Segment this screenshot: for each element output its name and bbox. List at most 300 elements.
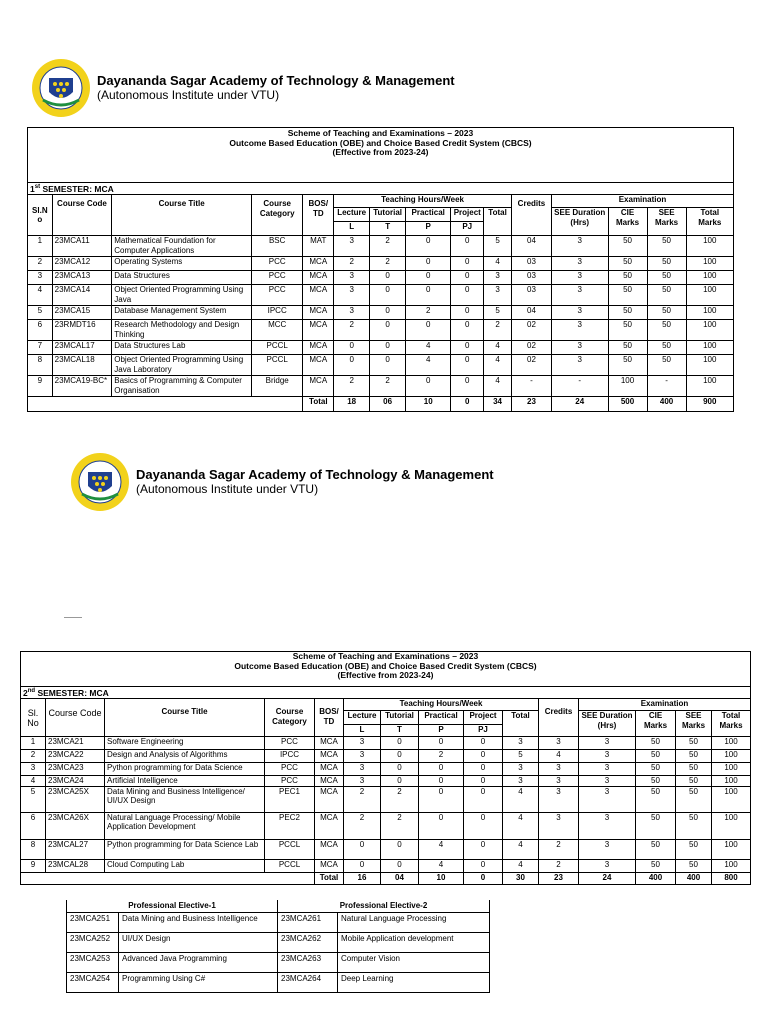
table-cell: 0 — [451, 320, 484, 341]
table-cell: 50 — [676, 737, 712, 750]
table-cell: 2 — [539, 839, 579, 859]
table-cell: 23MCA14 — [52, 285, 112, 306]
elective-row — [67, 932, 490, 952]
elective-cell: Mobile Application development — [338, 932, 490, 952]
table-cell: 3 — [484, 271, 512, 285]
table-cell: 0 — [451, 271, 484, 285]
table-cell: 3 — [579, 737, 636, 750]
table-cell: 3 — [579, 776, 636, 787]
table-cell: 50 — [676, 812, 712, 839]
total-cell: 500 — [608, 397, 647, 412]
table-cell: 23MCAL28 — [46, 859, 105, 872]
elective-cell: Computer Vision — [338, 952, 490, 972]
table-cell: 23MCAL18 — [52, 355, 112, 376]
table-cell: MCA — [303, 306, 334, 320]
pj-header: PJ — [451, 222, 484, 236]
tutorial-header: Tutorial — [381, 711, 419, 725]
table-cell: Cloud Computing Lab — [105, 859, 265, 872]
table-cell: 50 — [647, 355, 686, 376]
table-cell: 3 — [334, 306, 370, 320]
table-cell: 0 — [464, 750, 503, 763]
table-cell: Natural Language Processing/ Mobile Application Development — [105, 812, 265, 839]
table-cell: 3 — [539, 776, 579, 787]
table-cell: PCCL — [252, 341, 303, 355]
examination-header: Examination — [551, 195, 733, 208]
table-cell: 100 — [712, 859, 751, 872]
total-cell: 900 — [686, 397, 733, 412]
table-cell: 3 — [551, 236, 608, 257]
table-cell: 2 — [370, 236, 406, 257]
institute-logo-icon — [70, 452, 130, 512]
table-cell: 0 — [464, 737, 503, 750]
table-cell: MCA — [315, 839, 344, 859]
table-cell: 3 — [539, 763, 579, 776]
table-cell: 0 — [451, 236, 484, 257]
table-cell: 9 — [21, 859, 46, 872]
table-cell: 0 — [334, 355, 370, 376]
table-cell: 0 — [334, 341, 370, 355]
table-cell: 4 — [419, 839, 464, 859]
total-cell: 0 — [464, 872, 503, 884]
table-cell: 3 — [21, 763, 46, 776]
table-cell: PCCL — [265, 839, 315, 859]
table-row — [28, 236, 734, 257]
table-cell: MCA — [315, 776, 344, 787]
table-cell: 4 — [503, 839, 539, 859]
table-cell: 23MCA25X — [46, 786, 105, 812]
course-code-header: Course Code — [46, 699, 105, 737]
bos-header: BOS/ TD — [303, 195, 334, 236]
table-cell: 2 — [381, 786, 419, 812]
table-cell: 02 — [511, 320, 551, 341]
table-cell: MCA — [315, 786, 344, 812]
table-cell: MCA — [303, 341, 334, 355]
elective-cell: Programming Using C# — [119, 972, 278, 992]
institute-name: Dayananda Sagar Academy of Technology & Management — [136, 467, 494, 482]
table-cell: 23MCA22 — [46, 750, 105, 763]
practical-header: Practical — [419, 711, 464, 725]
total-cell: 10 — [419, 872, 464, 884]
elective-cell: Natural Language Processing — [338, 912, 490, 932]
table-cell: 0 — [406, 320, 451, 341]
table-row — [28, 285, 734, 306]
table-row — [28, 271, 734, 285]
course-category-header: Course Category — [265, 699, 315, 737]
table-cell: 5 — [21, 786, 46, 812]
table-cell: PEC2 — [265, 812, 315, 839]
table-cell: Database Management System — [112, 306, 252, 320]
table-cell: Data Structures Lab — [112, 341, 252, 355]
credits-header: Credits — [539, 699, 579, 737]
table-row — [21, 776, 751, 787]
table-cell: 23MCA13 — [52, 271, 112, 285]
total-marks-header: Total Marks — [712, 711, 751, 737]
elective-row — [67, 972, 490, 992]
table-cell: MCC — [252, 320, 303, 341]
table-cell: 6 — [28, 320, 53, 341]
elective-cell: Data Mining and Business Intelligence — [119, 912, 278, 932]
total-cell: 23 — [511, 397, 551, 412]
table-cell: 4 — [484, 341, 512, 355]
table-cell: 50 — [636, 750, 676, 763]
table-cell: PCC — [265, 763, 315, 776]
table-cell: 4 — [406, 355, 451, 376]
table-row — [28, 257, 734, 271]
table-cell: 3 — [579, 750, 636, 763]
table-cell: 5 — [484, 236, 512, 257]
table-cell: MCA — [303, 376, 334, 397]
table-cell: Basics of Programming & Computer Organisation — [112, 376, 252, 397]
total-cell: 34 — [484, 397, 512, 412]
elective-cell: 23MCA254 — [67, 972, 119, 992]
elective-1-header: Professional Elective-1 — [67, 900, 278, 912]
table-cell: 2 — [334, 320, 370, 341]
table-cell: MCA — [315, 812, 344, 839]
table-cell: 23RMDT16 — [52, 320, 112, 341]
table-cell: 3 — [334, 271, 370, 285]
table-cell: 5 — [503, 750, 539, 763]
table-cell: 0 — [370, 320, 406, 341]
table-cell: 50 — [647, 306, 686, 320]
table-cell: - — [511, 376, 551, 397]
table-cell: 50 — [647, 236, 686, 257]
table-cell: 0 — [406, 271, 451, 285]
t-header: T — [370, 222, 406, 236]
table-cell: 4 — [539, 750, 579, 763]
table-cell: 02 — [511, 341, 551, 355]
table-cell: 5 — [484, 306, 512, 320]
table-cell: IPCC — [252, 306, 303, 320]
project-header: Project — [464, 711, 503, 725]
table-cell: 100 — [686, 236, 733, 257]
table-cell: 100 — [712, 776, 751, 787]
table-cell: 0 — [419, 763, 464, 776]
table-cell: 0 — [370, 355, 406, 376]
credits-header: Credits — [511, 195, 551, 236]
total-row — [28, 397, 734, 412]
table-cell: 3 — [484, 285, 512, 306]
table-cell: 100 — [712, 812, 751, 839]
cie-header: CIE Marks — [608, 208, 647, 236]
table-cell: Artificial Intelligence — [105, 776, 265, 787]
table-row — [28, 376, 734, 397]
table-cell: 3 — [551, 271, 608, 285]
elective-cell: Advanced Java Programming — [119, 952, 278, 972]
table-cell: 2 — [419, 750, 464, 763]
table-cell: 50 — [676, 750, 712, 763]
table-cell: 2 — [370, 257, 406, 271]
table-cell: PCCL — [265, 859, 315, 872]
elective-cell: 23MCA262 — [278, 932, 338, 952]
table-cell: 23MCA11 — [52, 236, 112, 257]
table-cell: 100 — [686, 306, 733, 320]
table-cell: 100 — [686, 320, 733, 341]
table-cell: Python programming for Data Science Lab — [105, 839, 265, 859]
table-cell: 50 — [636, 763, 676, 776]
table-row — [21, 763, 751, 776]
table-row — [21, 750, 751, 763]
table-row — [28, 341, 734, 355]
table-cell: 50 — [636, 786, 676, 812]
table-cell: 3 — [344, 763, 381, 776]
table-cell: IPCC — [265, 750, 315, 763]
table-cell: 3 — [28, 271, 53, 285]
table-cell: 04 — [511, 306, 551, 320]
table-cell: 50 — [676, 763, 712, 776]
table-cell: 0 — [464, 839, 503, 859]
table-cell: 3 — [344, 750, 381, 763]
elective-cell: Deep Learning — [338, 972, 490, 992]
course-title-header: Course Title — [112, 195, 252, 236]
table-cell: 50 — [636, 839, 676, 859]
elective-cell: 23MCA264 — [278, 972, 338, 992]
table-cell: 50 — [608, 271, 647, 285]
table-cell: 50 — [608, 285, 647, 306]
course-title-header: Course Title — [105, 699, 265, 737]
see-header: SEE Marks — [676, 711, 712, 737]
semester-label: 2nd SEMESTER: MCA — [21, 687, 751, 699]
t-header: T — [381, 725, 419, 737]
table-cell: 0 — [381, 750, 419, 763]
institute-subtitle: (Autonomous Institute under VTU) — [136, 482, 319, 496]
table-cell: 4 — [503, 786, 539, 812]
table-cell: 0 — [419, 786, 464, 812]
table-cell: 50 — [636, 812, 676, 839]
table-cell: 100 — [686, 285, 733, 306]
table-cell: 50 — [636, 859, 676, 872]
table-cell: 3 — [551, 306, 608, 320]
table-cell: 2 — [344, 812, 381, 839]
scheme-title: Scheme of Teaching and Examinations – 2023 Outcome Based Education (OBE) and Choice Based Credit System (CBCS) (Effective from 2023-24) — [28, 128, 734, 183]
table-cell: 50 — [636, 776, 676, 787]
table-cell: PCC — [252, 257, 303, 271]
total-cell: 400 — [647, 397, 686, 412]
total-cell: 24 — [551, 397, 608, 412]
table-cell: 3 — [579, 859, 636, 872]
table-cell: 0 — [381, 737, 419, 750]
table-cell: 0 — [419, 737, 464, 750]
institute-logo-icon — [31, 58, 91, 118]
table-cell: 4 — [419, 859, 464, 872]
table-cell: 9 — [28, 376, 53, 397]
table-cell: 3 — [551, 285, 608, 306]
elective-cell: UI/UX Design — [119, 932, 278, 952]
table-cell: 3 — [503, 763, 539, 776]
electives-table — [66, 900, 490, 993]
table-cell: 23MCA26X — [46, 812, 105, 839]
table-cell: 4 — [406, 341, 451, 355]
table-cell: Software Engineering — [105, 737, 265, 750]
table-cell: 3 — [579, 763, 636, 776]
table-cell: 0 — [406, 236, 451, 257]
table-cell: 50 — [676, 786, 712, 812]
elective-row — [67, 952, 490, 972]
total-cell: 16 — [344, 872, 381, 884]
table-cell: 0 — [464, 812, 503, 839]
table-cell: 2 — [381, 812, 419, 839]
total-label: Total — [315, 872, 344, 884]
see-duration-header: SEE Duration (Hrs) — [551, 208, 608, 236]
semester-2-table — [20, 651, 751, 885]
table-cell: 0 — [344, 859, 381, 872]
institute-header — [31, 58, 455, 118]
table-cell: 50 — [608, 320, 647, 341]
table-cell: 50 — [676, 776, 712, 787]
table-cell: 0 — [464, 763, 503, 776]
table-cell: PEC1 — [265, 786, 315, 812]
table-cell: PCC — [252, 271, 303, 285]
table-cell: MCA — [303, 320, 334, 341]
table-cell: 3 — [579, 812, 636, 839]
table-cell: 0 — [370, 271, 406, 285]
table-cell: 3 — [334, 285, 370, 306]
lecture-header: Lecture — [344, 711, 381, 725]
table-cell: 2 — [334, 376, 370, 397]
table-cell: Data Mining and Business Intelligence/ UI/UX Design — [105, 786, 265, 812]
project-header: Project — [451, 208, 484, 222]
table-cell: 100 — [608, 376, 647, 397]
table-cell: 50 — [647, 285, 686, 306]
table-cell: 0 — [451, 285, 484, 306]
table-row — [21, 737, 751, 750]
table-cell: 23MCA23 — [46, 763, 105, 776]
table-cell: PCC — [265, 737, 315, 750]
table-cell: 3 — [579, 839, 636, 859]
table-cell: MAT — [303, 236, 334, 257]
table-cell: 0 — [464, 776, 503, 787]
table-cell: 50 — [608, 341, 647, 355]
table-cell: MCA — [303, 271, 334, 285]
table-cell: Mathematical Foundation for Computer Applications — [112, 236, 252, 257]
table-cell: 100 — [712, 763, 751, 776]
table-cell: 0 — [381, 763, 419, 776]
total-cell: 18 — [334, 397, 370, 412]
table-cell: 02 — [511, 355, 551, 376]
l-header: L — [344, 725, 381, 737]
table-cell: 0 — [344, 839, 381, 859]
table-cell: 3 — [539, 786, 579, 812]
table-cell: Design and Analysis of Algorithms — [105, 750, 265, 763]
p-header: P — [406, 222, 451, 236]
table-cell: 4 — [503, 859, 539, 872]
table-cell: 100 — [712, 786, 751, 812]
table-cell: 4 — [503, 812, 539, 839]
table-cell: 0 — [370, 285, 406, 306]
table-cell: 4 — [484, 355, 512, 376]
table-cell: 100 — [686, 355, 733, 376]
table-cell: PCC — [265, 776, 315, 787]
tutorial-header: Tutorial — [370, 208, 406, 222]
table-cell: 03 — [511, 271, 551, 285]
total-cell: 24 — [579, 872, 636, 884]
table-cell: 3 — [551, 341, 608, 355]
table-cell: 50 — [647, 320, 686, 341]
table-cell: 2 — [344, 786, 381, 812]
table-cell: 04 — [511, 236, 551, 257]
total-cell: 400 — [636, 872, 676, 884]
institute-subtitle: (Autonomous Institute under VTU) — [97, 88, 280, 102]
table-cell: 0 — [381, 776, 419, 787]
total-marks-header: Total Marks — [686, 208, 733, 236]
table-cell: 23MCA21 — [46, 737, 105, 750]
total-cell: 10 — [406, 397, 451, 412]
table-row — [21, 812, 751, 839]
table-cell: PCCL — [252, 355, 303, 376]
table-cell: MCA — [315, 750, 344, 763]
blank-cell — [28, 397, 303, 412]
table-cell: 100 — [712, 750, 751, 763]
table-cell: 2 — [539, 859, 579, 872]
examination-header: Examination — [579, 699, 751, 711]
table-cell: 0 — [370, 341, 406, 355]
total-cell: 400 — [676, 872, 712, 884]
total-cell: 23 — [539, 872, 579, 884]
table-cell: 3 — [539, 812, 579, 839]
table-cell: Bridge — [252, 376, 303, 397]
table-cell: 03 — [511, 285, 551, 306]
table-cell: 0 — [419, 776, 464, 787]
table-cell: 0 — [451, 355, 484, 376]
table-cell: 0 — [370, 306, 406, 320]
table-cell: 1 — [28, 236, 53, 257]
table-cell: 6 — [21, 812, 46, 839]
table-cell: 0 — [406, 376, 451, 397]
table-cell: 03 — [511, 257, 551, 271]
table-cell: 8 — [28, 355, 53, 376]
table-cell: 0 — [406, 257, 451, 271]
table-cell: 100 — [712, 839, 751, 859]
table-cell: 0 — [419, 812, 464, 839]
see-duration-header: SEE Duration (Hrs) — [579, 711, 636, 737]
table-cell: 0 — [464, 859, 503, 872]
table-row — [28, 355, 734, 376]
table-cell: 23MCA24 — [46, 776, 105, 787]
table-cell: 8 — [21, 839, 46, 859]
table-cell: MCA — [303, 285, 334, 306]
table-cell: 50 — [608, 236, 647, 257]
table-cell: 3 — [503, 776, 539, 787]
table-cell: MCA — [315, 763, 344, 776]
elective-2-header: Professional Elective-2 — [278, 900, 490, 912]
table-cell: MCA — [315, 859, 344, 872]
blank-cell — [21, 872, 315, 884]
table-cell: 0 — [451, 306, 484, 320]
table-cell: 23MCAL27 — [46, 839, 105, 859]
practical-header: Practical — [406, 208, 451, 222]
total-cell: 30 — [503, 872, 539, 884]
total-cell: 800 — [712, 872, 751, 884]
table-cell: 100 — [686, 271, 733, 285]
semester-label: 1st SEMESTER: MCA — [28, 183, 734, 195]
sl-header: Sl. No — [21, 699, 46, 737]
table-cell: 3 — [344, 776, 381, 787]
table-cell: 3 — [551, 355, 608, 376]
table-cell: 50 — [608, 257, 647, 271]
table-cell: 100 — [686, 341, 733, 355]
total-cell: 04 — [381, 872, 419, 884]
teaching-hours-header: Teaching Hours/Week — [344, 699, 539, 711]
table-cell: Python programming for Data Science — [105, 763, 265, 776]
cie-header: CIE Marks — [636, 711, 676, 737]
table-cell: 50 — [608, 355, 647, 376]
elective-row — [67, 912, 490, 932]
table-cell: Data Structures — [112, 271, 252, 285]
table-cell: Object Oriented Programming Using Java — [112, 285, 252, 306]
table-cell: PCC — [252, 285, 303, 306]
table-cell: 23MCA12 — [52, 257, 112, 271]
table-cell: 2 — [406, 306, 451, 320]
table-cell: 2 — [21, 750, 46, 763]
